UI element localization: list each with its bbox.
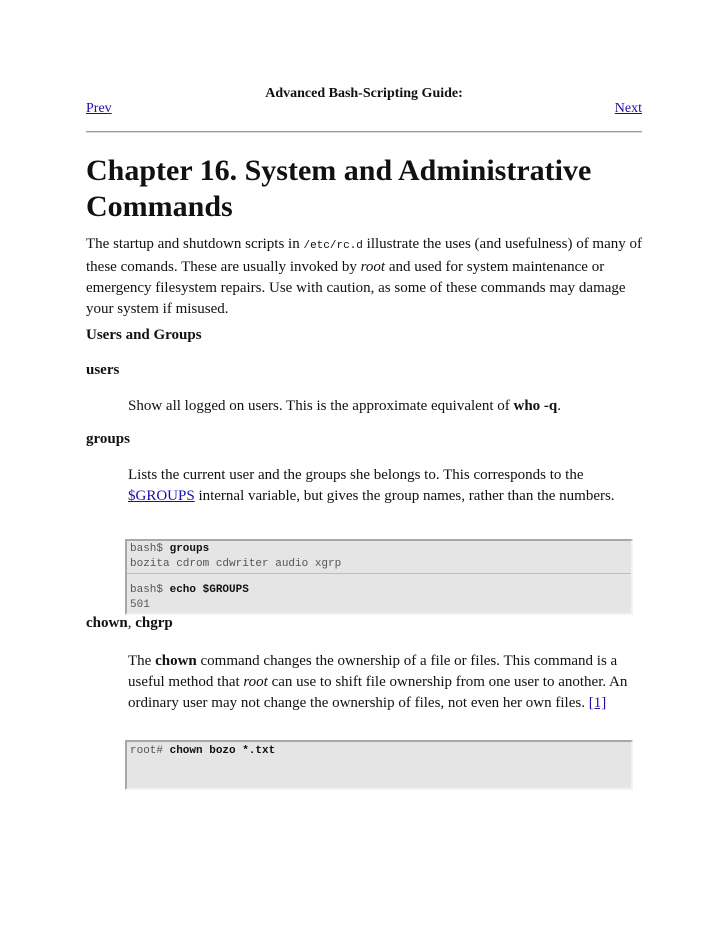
intro-text-2: illustrate the uses (and usefulness) of many of these comands. These are usually invoked by	[86, 236, 643, 275]
chown-description	[128, 651, 643, 714]
users-desc-text: Show all logged on users. This is the approximate equivalent of	[128, 398, 514, 414]
groups-desc-text-2: internal variable, but gives the group names, rather than the numbers.	[194, 488, 615, 504]
chown-desc-text-3: can use to shift file ownership from one user to another. An ordinary user may not change the ownership of files, not even her own files.	[128, 674, 628, 711]
screen-prompt: root#	[130, 745, 170, 757]
intro-path: /etc/rc.d	[303, 240, 363, 252]
chown-desc-text-2: command changes the ownership of a file or files. This command is a useful method that	[128, 653, 618, 690]
users-description	[128, 396, 643, 417]
intro-text-1: The startup and shutdown scripts in	[86, 236, 304, 252]
screen-output: 501	[130, 599, 150, 611]
next-link[interactable]: Next	[614, 101, 642, 116]
groups-desc-text-1: Lists the current user and the groups she belongs to. This corresponds to the	[128, 467, 584, 483]
chown-desc-cmd: chown	[155, 653, 197, 669]
screen-prompt: bash$	[130, 543, 170, 555]
screen-line	[130, 584, 249, 596]
intro-text-3: and used for system maintenance or emergency filesystem repairs. Use with caution, as some of these commands may damage your system if misused.	[86, 259, 626, 317]
term-chgrp: chgrp	[135, 615, 173, 631]
groups-variable-link[interactable]: $GROUPS	[128, 488, 195, 504]
users-desc-cmd: who -q	[513, 398, 558, 414]
chown-desc-root: root	[243, 674, 268, 690]
term-chown-chgrp	[86, 615, 173, 632]
screen-line	[130, 543, 209, 555]
chown-screen	[125, 740, 633, 790]
intro-paragraph	[86, 234, 642, 320]
screen-command: echo $GROUPS	[169, 584, 249, 596]
footnote-link[interactable]: [1]	[588, 695, 607, 711]
term-users: users	[86, 362, 120, 378]
screen-command: chown bozo *.txt	[169, 745, 276, 757]
screen-command: groups	[169, 543, 210, 555]
term-chown: chown	[86, 615, 128, 631]
term-groups: groups	[86, 431, 130, 447]
screen-prompt: bash$	[130, 584, 170, 596]
section-heading: Users and Groups	[86, 327, 202, 343]
chown-desc-text-1: The	[128, 653, 156, 669]
groups-screen	[125, 539, 633, 615]
screen-separator	[127, 573, 631, 574]
screen-line	[130, 745, 275, 757]
header-title: Advanced Bash-Scripting Guide:	[265, 86, 463, 101]
users-desc-end: .	[557, 398, 562, 414]
intro-root: root	[360, 259, 386, 275]
screen-output: bozita cdrom cdwriter audio xgrp	[130, 558, 342, 570]
groups-description	[128, 465, 643, 507]
term-comma: ,	[127, 615, 136, 631]
chapter-title: Chapter 16. System and Administrative Commands	[86, 154, 592, 223]
prev-link[interactable]: Prev	[86, 101, 112, 116]
header-divider	[86, 131, 642, 133]
